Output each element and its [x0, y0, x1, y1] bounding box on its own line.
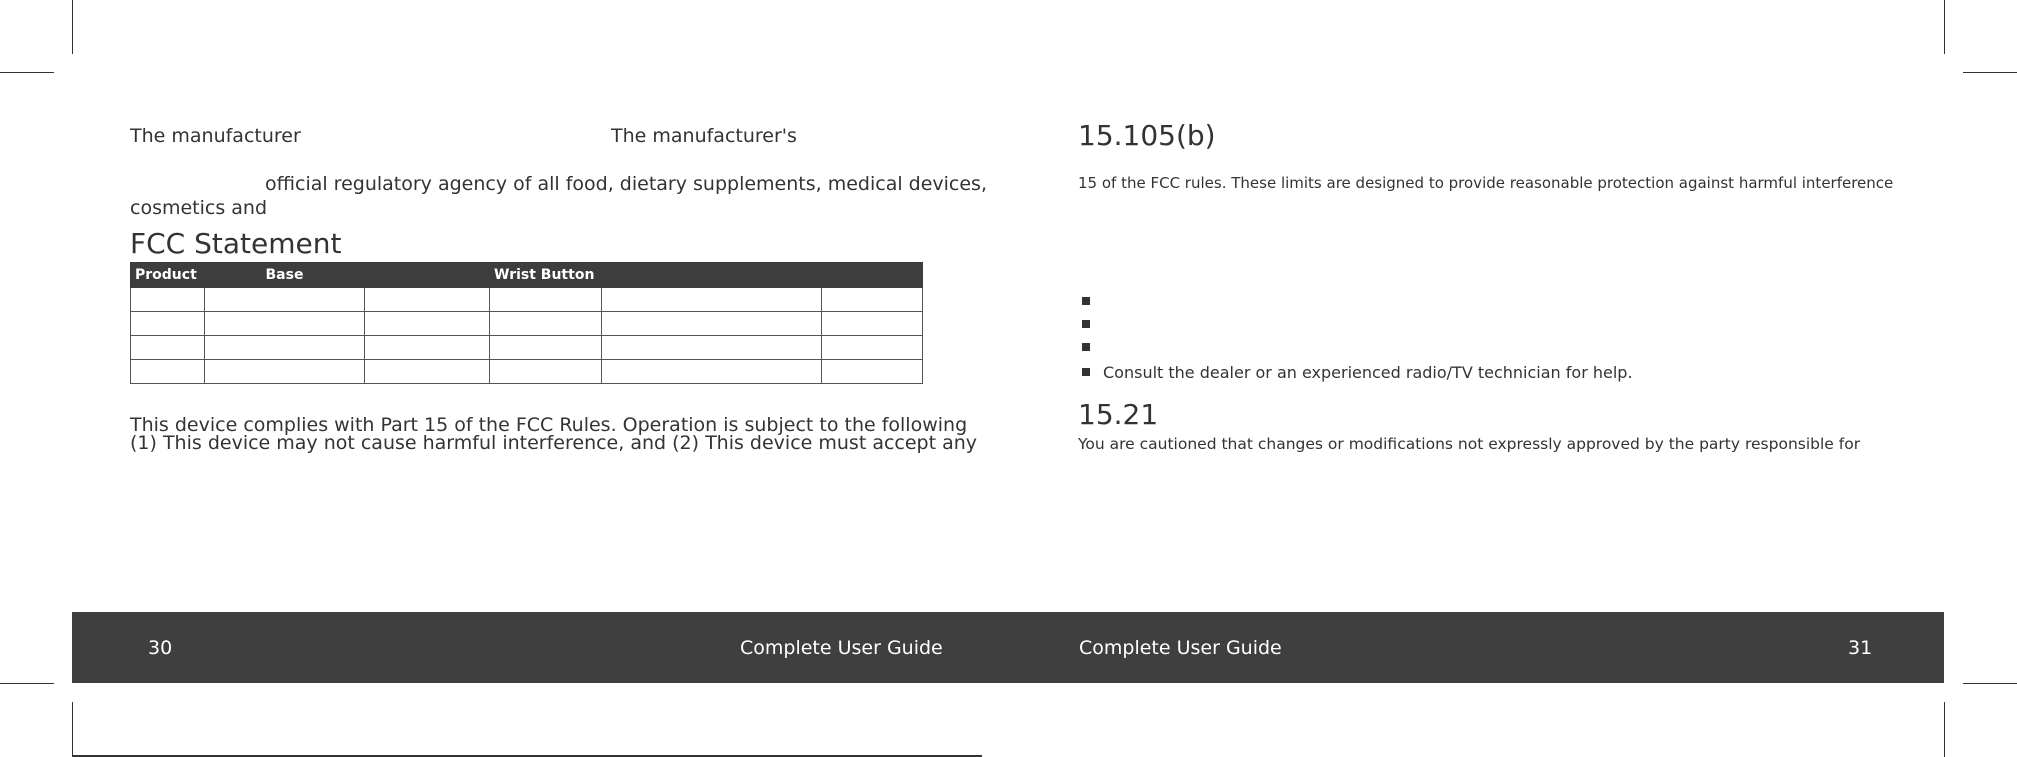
list-item-text: Consult the dealer or an experienced radio/TV technician for help.: [1103, 363, 1633, 382]
fcc-15-21-heading: 15.21: [1078, 398, 1159, 431]
table-header-cell: [365, 263, 490, 288]
table-cell: [365, 288, 490, 312]
bullet-square-icon: [1082, 297, 1090, 305]
table-cell: [205, 360, 365, 384]
table-row: [131, 360, 923, 384]
table-header-row: [131, 263, 923, 288]
table-header-cell: [602, 263, 822, 288]
table-header-cell: Wrist Button: [490, 263, 602, 288]
crop-mark-bottom-left-vertical: [72, 702, 73, 757]
product-spec-table: [130, 262, 923, 384]
manufacturer-text-right: The manufacturer's: [611, 125, 797, 147]
crop-mark-bottom-right-vertical: [1944, 702, 1945, 757]
bullet-square-icon: [1082, 368, 1090, 376]
table-cell: [131, 336, 205, 360]
table-row: [131, 312, 923, 336]
table-header-cell: Product: [131, 263, 205, 288]
fcc-limits-text: 15 of the FCC rules. These limits are designed to provide reasonable protection against harmful interference: [1078, 174, 1894, 192]
table-cell: [602, 336, 822, 360]
table-row: [131, 288, 923, 312]
left-footer-title: Complete User Guide: [740, 637, 943, 659]
fcc-statement-heading: FCC Statement: [130, 227, 342, 260]
table-cell: [205, 336, 365, 360]
table-cell: [602, 312, 822, 336]
manufacturer-text-left: The manufacturer: [130, 125, 301, 147]
crop-mark-bottom-right-horizontal: [1963, 683, 2017, 684]
table-cell: [131, 312, 205, 336]
crop-mark-top-left-horizontal: [0, 72, 54, 73]
table-cell: [365, 312, 490, 336]
regulatory-agency-line: official regulatory agency of all food, dietary supplements, medical devices,: [265, 173, 987, 195]
footer-bar: [72, 612, 1944, 683]
table-cell: [131, 288, 205, 312]
table-row: [131, 336, 923, 360]
crop-mark-top-right-vertical: [1944, 0, 1945, 54]
compliance-text-line-1: This device complies with Part 15 of the FCC Rules. Operation is subject to the following: [130, 414, 968, 436]
compliance-text-line-2: (1) This device may not cause harmful interference, and (2) This device must accept any: [130, 432, 978, 454]
table-cell: [205, 312, 365, 336]
cosmetics-line: cosmetics and: [130, 197, 268, 219]
bullet-square-icon: [1082, 343, 1090, 351]
table-cell: [602, 360, 822, 384]
table-cell: [602, 288, 822, 312]
table-cell: [822, 312, 923, 336]
right-footer-title: Complete User Guide: [1079, 637, 1282, 659]
table-cell: [490, 360, 602, 384]
left-page-number: 30: [148, 637, 173, 659]
table-cell: [490, 288, 602, 312]
table-cell: [822, 360, 923, 384]
right-page-number: 31: [1848, 637, 1873, 659]
caution-text: You are cautioned that changes or modifications not expressly approved by the party responsible for: [1078, 435, 1861, 453]
crop-mark-top-left-vertical: [72, 0, 73, 54]
table-cell: [490, 336, 602, 360]
table-cell: [205, 288, 365, 312]
table-cell: [365, 360, 490, 384]
table-header-cell: Base: [205, 263, 365, 288]
crop-mark-top-right-horizontal: [1963, 72, 2017, 73]
table-header-cell: [822, 263, 923, 288]
table-cell: [822, 336, 923, 360]
table-cell: [490, 312, 602, 336]
bullet-square-icon: [1082, 320, 1090, 328]
table-cell: [365, 336, 490, 360]
table-cell: [131, 360, 205, 384]
fcc-15-105b-heading: 15.105(b): [1078, 119, 1216, 152]
table-cell: [822, 288, 923, 312]
crop-mark-bottom-left-horizontal: [0, 683, 54, 684]
